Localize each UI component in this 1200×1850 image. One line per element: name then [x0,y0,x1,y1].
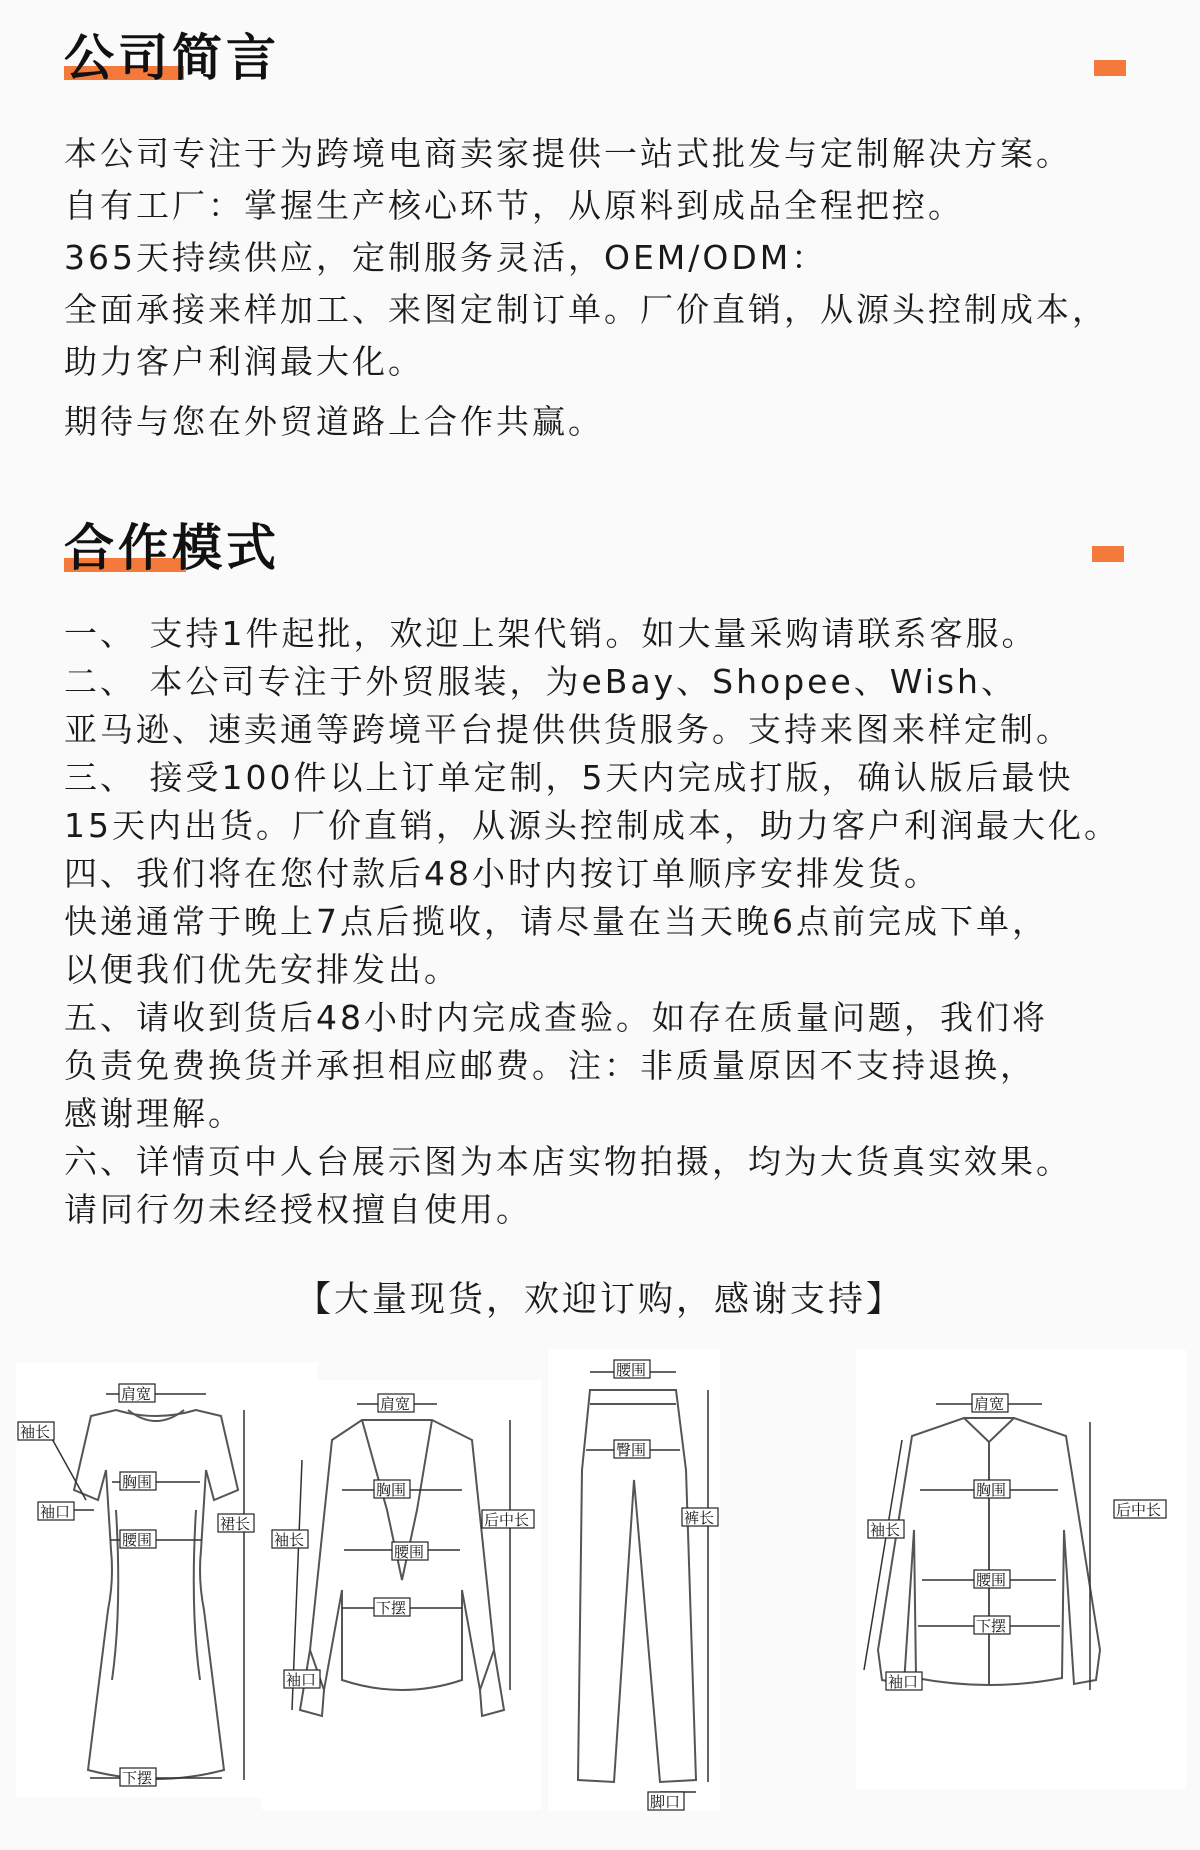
cooperation-line: 四、我们将在您付款后48小时内按订单顺序安排发货。 [64,854,940,893]
pants-diagram [548,1350,720,1820]
svg-text:胸围: 胸围 [376,1481,407,1499]
svg-text:袖长: 袖长 [274,1531,305,1549]
svg-text:臀围: 臀围 [616,1441,647,1459]
size-chart-diagrams [0,1350,1200,1850]
svg-text:腰围: 腰围 [122,1531,153,1549]
svg-text:胸围: 胸围 [976,1481,1007,1499]
jacket-label-cuff [284,1670,320,1689]
dress-label-shoulder [119,1384,155,1403]
svg-text:脚口: 脚口 [650,1793,681,1811]
intro-line: 助力客户利润最大化。 [64,342,424,381]
jacket-label-shoulder [378,1394,414,1413]
section-title-cooperation: 合作模式 [64,519,280,577]
dress-label-cuff [38,1502,74,1521]
svg-text:肩宽: 肩宽 [974,1395,1005,1413]
svg-text:裤长: 裤长 [684,1509,715,1527]
pants-label-waist [614,1360,650,1379]
jacket-label-hem [374,1598,410,1617]
dress-label-hem [120,1768,156,1787]
svg-text:腰围: 腰围 [976,1571,1007,1589]
cooperation-line: 快递通常于晚上7点后揽收，请尽量在当天晚6点前完成下单， [64,902,1048,941]
pants-label-hem [648,1792,684,1811]
svg-text:肩宽: 肩宽 [380,1395,411,1413]
svg-text:胸围: 胸围 [122,1473,153,1491]
shirt-label-cuff [886,1672,922,1691]
intro-line: 全面承接来样加工、来图定制订单。厂价直销，从源头控制成本， [64,290,1108,329]
intro-line: 自有工厂：掌握生产核心环节，从原料到成品全程把控。 [64,186,964,225]
svg-text:袖长: 袖长 [20,1423,51,1441]
jacket-label-chest [374,1480,410,1499]
intro-line: 本公司专注于为跨境电商卖家提供一站式批发与定制解决方案。 [64,134,1072,173]
svg-text:袖口: 袖口 [888,1673,919,1691]
accent-bar [1094,60,1126,76]
dress-label-waist [120,1530,156,1549]
shirt-label-sleeve [868,1520,904,1539]
jacket-label-back-length [482,1510,534,1529]
cooperation-line: 负责免费换货并承担相应邮费。注：非质量原因不支持退换， [64,1046,1036,1085]
cooperation-line: 亚马逊、速卖通等跨境平台提供供货服务。支持来图来样定制。 [64,710,1072,749]
accent-bar [1092,546,1124,562]
svg-text:裙长: 裙长 [220,1515,251,1533]
shirt-label-back-length [1114,1500,1166,1519]
jacket-label-sleeve [272,1530,308,1549]
cooperation-line: 五、请收到货后48小时内完成查验。如存在质量问题，我们将 [64,998,1048,1037]
intro-line: 期待与您在外贸道路上合作共赢。 [64,402,604,441]
shirt-label-shoulder [972,1394,1008,1413]
cooperation-line: 一、 支持1件起批，欢迎上架代销。如大量采购请联系客服。 [64,614,1038,653]
dress-label-sleeve [18,1422,54,1441]
shirt-diagram [856,1350,1190,1820]
cooperation-line: 二、 本公司专注于外贸服装，为eBay、Shopee、Wish、 [64,662,1017,701]
svg-text:腰围: 腰围 [394,1543,425,1561]
shirt-label-chest [974,1480,1010,1499]
svg-text:袖长: 袖长 [870,1521,901,1539]
dress-outline [74,1410,238,1779]
svg-text:腰围: 腰围 [616,1361,647,1379]
shirt-label-hem [974,1616,1010,1635]
cooperation-line: 请同行勿未经授权擅自使用。 [64,1190,532,1229]
svg-text:袖口: 袖口 [40,1503,71,1521]
svg-text:袖口: 袖口 [286,1671,317,1689]
cooperation-line: 以便我们优先安排发出。 [64,950,460,989]
pants-label-hip [614,1440,650,1459]
cooperation-line: 感谢理解。 [64,1094,244,1133]
intro-line: 365天持续供应，定制服务灵活，OEM/ODM： [64,238,828,277]
cooperation-line: 六、详情页中人台展示图为本店实物拍摄，均为大货真实效果。 [64,1142,1072,1181]
slogan: 【大量现货，欢迎订购，感谢支持】 [295,1280,904,1320]
cooperation-line: 15天内出货。厂价直销，从源头控制成本，助力客户利润最大化。 [64,806,1120,845]
svg-text:后中长: 后中长 [1116,1501,1162,1519]
svg-text:后中长: 后中长 [484,1511,530,1529]
cooperation-line: 三、 接受100件以上订单定制，5天内完成打版，确认版后最快 [64,758,1074,797]
svg-text:肩宽: 肩宽 [121,1385,152,1403]
dress-label-length [218,1514,254,1533]
svg-text:下摆: 下摆 [122,1769,153,1787]
svg-text:下摆: 下摆 [376,1599,407,1617]
pants-label-length [682,1508,718,1527]
svg-text:下摆: 下摆 [976,1617,1007,1635]
jacket-label-waist [392,1542,428,1561]
intro-paragraph [64,128,1160,448]
shirt-label-waist [974,1570,1010,1589]
jacket-diagram [262,1350,542,1820]
dress-label-chest [120,1472,156,1491]
cooperation-list [64,610,1180,1234]
section-title-intro: 公司简言 [64,29,280,87]
